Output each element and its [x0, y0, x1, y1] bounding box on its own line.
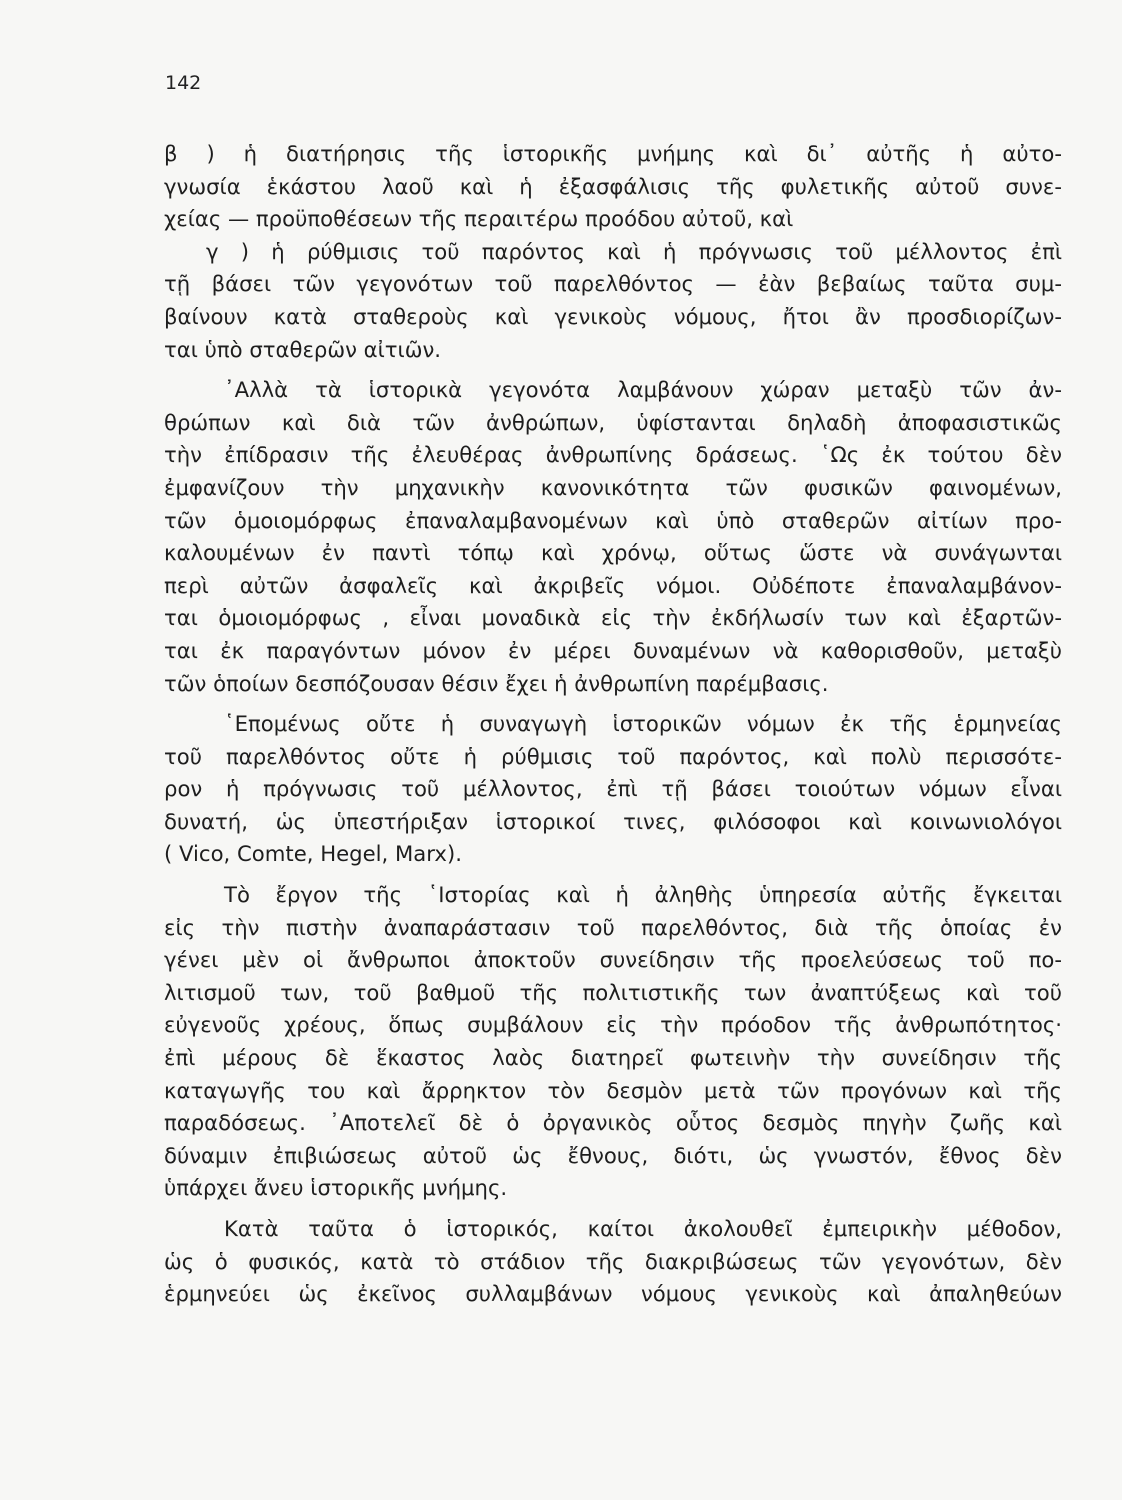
- paragraph: [164, 879, 1062, 1205]
- text-line: θρώπων καὶ διὰ τῶν ἀνθρώπων, ὑφίστανται δηλαδὴ ἀποφασιστικῶς: [164, 409, 1062, 435]
- text-line: εὐγενοῦς χρέους, ὅπως συμβάλουν εἰς τὴν πρόοδον τῆς ἀνθρωπότητος·: [164, 1012, 1062, 1038]
- text-line: γένει μὲν οἱ ἄνθρωποι ἀποκτοῦν συνείδησιν τῆς προελεύσεως τοῦ πο-: [164, 947, 1062, 973]
- text-line: γ ) ἡ ρύθμισις τοῦ παρόντος καὶ ἡ πρόγνωσις τοῦ μέλλοντος ἐπὶ: [206, 238, 1062, 264]
- text-line: τῶν ὁποίων δεσπόζουσαν θέσιν ἔχει ἡ ἀνθρωπίνη παρέμβασις.: [164, 670, 829, 696]
- text-line: ὡς ὁ φυσικός, κατὰ τὸ στάδιον τῆς διακριβώσεως τῶν γεγονότων, δὲν: [164, 1248, 1062, 1274]
- paragraph: [164, 236, 1062, 366]
- paragraph-gap: [164, 366, 1062, 374]
- paragraph-gap: [164, 700, 1062, 708]
- text-line: β ) ἡ διατήρησις τῆς ἱστορικῆς μνήμης καὶ δι᾽ αὐτῆς ἡ αὐτο-: [164, 141, 1062, 166]
- text-line: ρον ἡ πρόγνωσις τοῦ μέλλοντος, ἐπὶ τῇ βάσει τοιούτων νόμων εἶναι: [164, 776, 1062, 802]
- text-line: ὑπάρχει ἄνευ ἱστορικῆς μνήμης.: [164, 1175, 508, 1201]
- page-number: 142: [165, 72, 202, 94]
- text-line: δύναμιν ἐπιβιώσεως αὐτοῦ ὡς ἔθνους, διότι, ὡς γνωστόν, ἔθνος δὲν: [164, 1142, 1062, 1168]
- text-line: ἑρμηνεύει ὡς ἐκεῖνος συλλαμβάνων νόμους γενικοὺς καὶ ἀπαληθεύων: [164, 1281, 1062, 1307]
- paragraph: [164, 708, 1062, 871]
- text-line: ται ὑπὸ σταθερῶν αἰτιῶν.: [164, 336, 442, 362]
- text-line: βαίνουν κατὰ σταθεροὺς καὶ γενικοὺς νόμους, ἤτοι ἂν προσδιορίζων-: [164, 303, 1062, 329]
- text-line: Κατὰ ταῦτα ὁ ἱστορικός, καίτοι ἀκολουθεῖ ἐμπειρικὴν μέθοδον,: [224, 1216, 1062, 1241]
- text-line: ῾Επομένως οὔτε ἡ συναγωγὴ ἱστορικῶν νόμων ἐκ τῆς ἑρμηνείας: [224, 711, 1062, 737]
- paragraph: [164, 138, 1062, 236]
- text-line: τὴν ἐπίδρασιν τῆς ἐλευθέρας ἀνθρωπίνης δράσεως. ῾Ως ἐκ τούτου δὲν: [164, 442, 1062, 468]
- text-line: χείας — προϋποθέσεων τῆς περαιτέρω προόδου αὐτοῦ, καὶ: [164, 206, 794, 232]
- text-line: γνωσία ἑκάστου λαοῦ καὶ ἡ ἐξασφάλισις τῆς φυλετικῆς αὐτοῦ συνε-: [164, 173, 1062, 199]
- text-line: τοῦ παρελθόντος οὔτε ἡ ρύθμισις τοῦ παρόντος, καὶ πολὺ περισσότε-: [164, 743, 1062, 769]
- text-line: τῶν ὁμοιομόρφως ἐπαναλαμβανομένων καὶ ὑπὸ σταθερῶν αἰτίων προ-: [164, 507, 1062, 533]
- text-line: ( Vico, Comte, Hegel, Marx).: [164, 841, 462, 867]
- text-line: ἐπὶ μέρους δὲ ἕκαστος λαὸς διατηρεῖ φωτεινὴν τὴν συνείδησιν τῆς: [164, 1045, 1062, 1071]
- text-line: καλουμένων ἐν παντὶ τόπῳ καὶ χρόνῳ, οὕτως ὥστε νὰ συνάγωνται: [164, 540, 1062, 566]
- body-text: [164, 138, 1062, 1311]
- text-line: καταγωγῆς του καὶ ἄρρηκτον τὸν δεσμὸν μετὰ τῶν προγόνων καὶ τῆς: [164, 1077, 1062, 1103]
- paragraph: [164, 374, 1062, 700]
- text-line: παραδόσεως. ᾿Αποτελεῖ δὲ ὁ ὀργανικὸς οὗτος δεσμὸς πηγὴν ζωῆς καὶ: [164, 1110, 1062, 1136]
- text-line: ται ὁμοιομόρφως , εἶναι μοναδικὰ εἰς τὴν ἐκδήλωσίν των καὶ ἐξαρτῶν-: [164, 605, 1062, 631]
- text-line: ᾿Αλλὰ τὰ ἱστορικὰ γεγονότα λαμβάνουν χώραν μεταξὺ τῶν ἀν-: [224, 377, 1062, 403]
- paragraph-gap: [164, 871, 1062, 879]
- paragraph: [164, 1213, 1062, 1311]
- paragraph-gap: [164, 1205, 1062, 1213]
- text-line: εἰς τὴν πιστὴν ἀναπαράστασιν τοῦ παρελθόντος, διὰ τῆς ὁποίας ἐν: [164, 914, 1062, 940]
- text-line: ἐμφανίζουν τὴν μηχανικὴν κανονικότητα τῶν φυσικῶν φαινομένων,: [164, 474, 1062, 500]
- text-line: ται ἐκ παραγόντων μόνον ἐν μέρει δυναμένων νὰ καθορισθοῦν, μεταξὺ: [164, 637, 1062, 663]
- text-line: λιτισμοῦ των, τοῦ βαθμοῦ τῆς πολιτιστικῆς των ἀναπτύξεως καὶ τοῦ: [164, 979, 1062, 1005]
- text-line: τῇ βάσει τῶν γεγονότων τοῦ παρελθόντος — ἐὰν βεβαίως ταῦτα συμ-: [164, 271, 1062, 297]
- text-line: Τὸ ἔργον τῆς ῾Ιστορίας καὶ ἡ ἀληθὴς ὑπηρεσία αὐτῆς ἔγκειται: [224, 882, 1062, 908]
- text-line: περὶ αὐτῶν ἀσφαλεῖς καὶ ἀκριβεῖς νόμοι. Οὐδέποτε ἐπαναλαμβάνον-: [164, 572, 1062, 598]
- text-line: δυνατή, ὡς ὑπεστήριξαν ἱστορικοί τινες, φιλόσοφοι καὶ κοινωνιολόγοι: [164, 808, 1062, 834]
